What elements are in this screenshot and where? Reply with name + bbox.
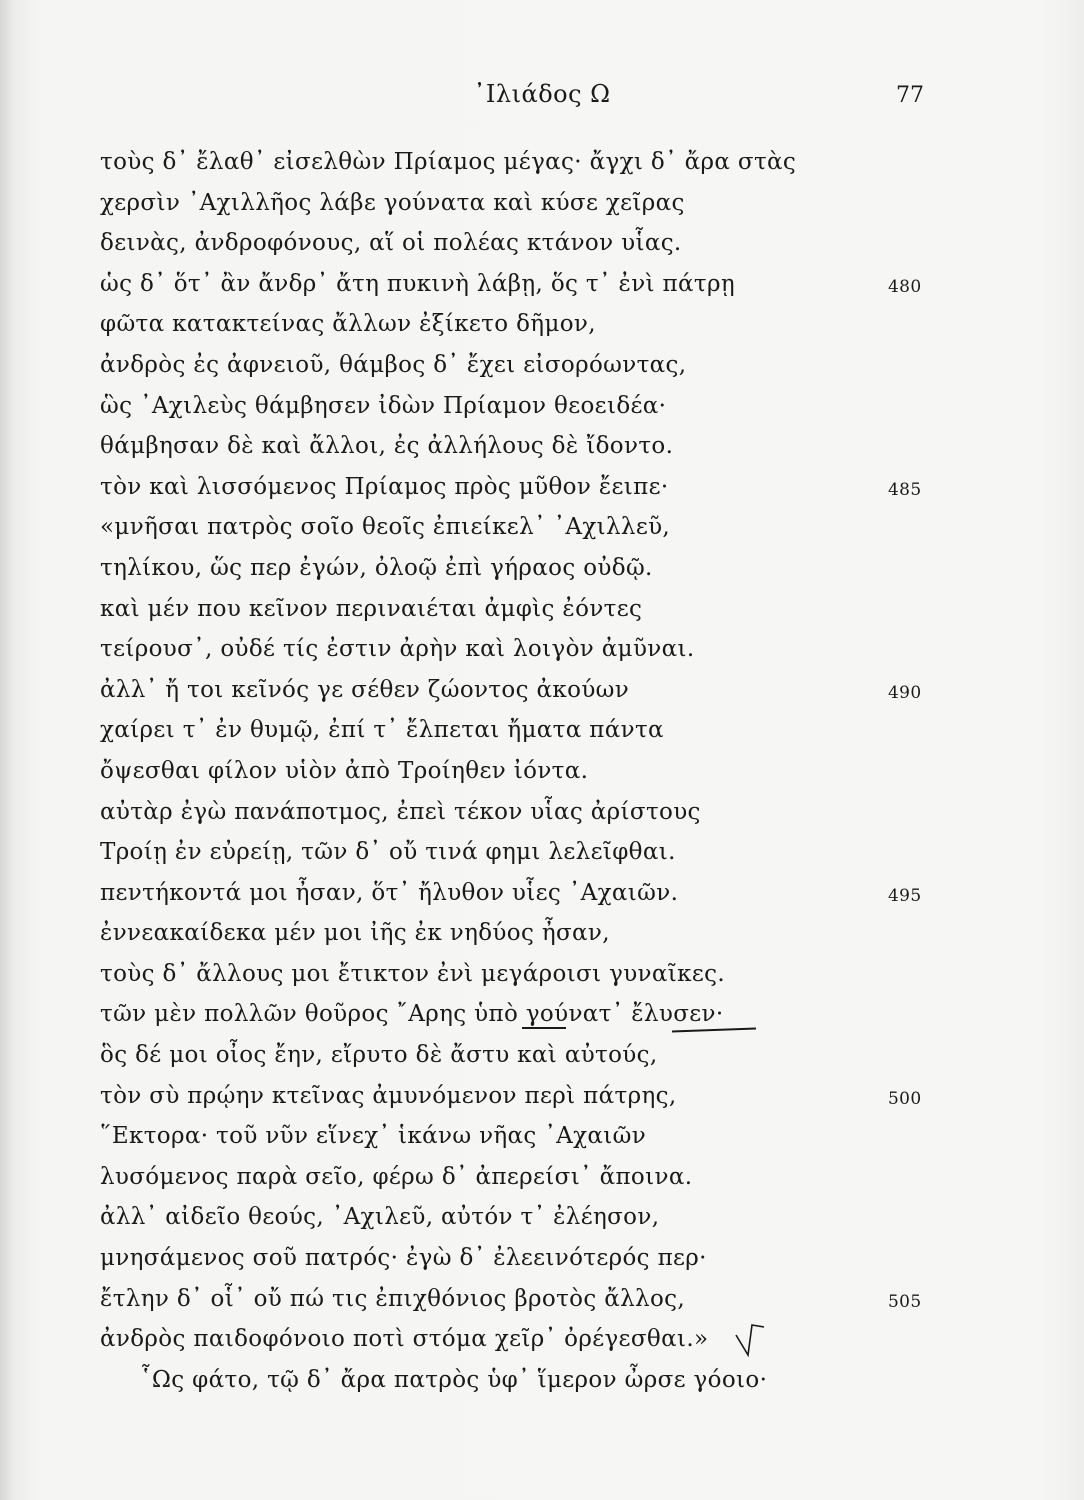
verse-text: τηλίκου, ὥς περ ἐγών, ὀλοῷ ἐπὶ γήραος οὐδῷ. [100, 554, 653, 581]
verse-line [100, 264, 940, 305]
line-number: 485 [888, 479, 922, 500]
verse-text: ἀλλ᾽ ἤ τοι κεῖνός γε σέθεν ζώοντος ἀκούων [100, 676, 630, 703]
line-number: 505 [888, 1291, 922, 1312]
verse-text: ἀλλ᾽ αἰδεῖο θεούς, ᾽Αχιλεῦ, αὐτόν τ᾽ ἐλέησον, [100, 1204, 660, 1231]
verse-line [100, 142, 940, 183]
verse-text: δεινὰς, ἀνδροφόνους, αἵ οἱ πολέας κτάνον υἷας. [100, 230, 682, 257]
verse-line [100, 1197, 940, 1238]
verse-line [100, 386, 940, 427]
verse-line [100, 304, 940, 345]
verse-text: λυσόμενος παρὰ σεῖο, φέρω δ᾽ ἀπερείσι᾽ ἄποινα. [100, 1163, 693, 1190]
verse-line [100, 1319, 940, 1360]
verse-text: ῟Ως φάτο, τῷ δ᾽ ἄρα πατρὸς ὑφ᾽ ἵμερον ὦρσε γόοιο· [140, 1366, 768, 1393]
line-number: 490 [888, 682, 922, 703]
verse-line [100, 1360, 940, 1401]
verse-text: ἐννεακαίδεκα μέν μοι ἰῆς ἐκ νηδύος ἦσαν, [100, 920, 610, 947]
verse-line [100, 751, 940, 792]
verse-text: ἀνδρὸς ἐς ἀφνειοῦ, θάμβος δ᾽ ἔχει εἰσορόωντας, [100, 351, 687, 378]
verse-text: ὄψεσθαι φίλον υἱὸν ἀπὸ Τροίηθεν ἰόντα. [100, 757, 589, 784]
verse-text: καὶ μέν που κεῖνον περιναιέται ἀμφὶς ἐόντες [100, 595, 643, 622]
verse-line [100, 994, 940, 1035]
verse-text: τὸν καὶ λισσόμενος Πρίαμος πρὸς μῦθον ἔειπε· [100, 473, 669, 500]
verse-text: τοὺς δ᾽ ἔλαθ᾽ εἰσελθὼν Πρίαμος μέγας· ἄγχι δ᾽ ἄρα στὰς [100, 149, 797, 175]
verse-text: μνησάμενος σοῦ πατρός· ἐγὼ δ᾽ ἐλεεινότερός περ· [100, 1245, 707, 1272]
verse-line [100, 589, 940, 630]
verse-text: χαίρει τ᾽ ἐν θυμῷ, ἐπί τ᾽ ἔλπεται ἤματα πάντα [100, 717, 664, 744]
verse-line [100, 1279, 940, 1320]
verse-line [100, 913, 940, 954]
verse-line [100, 548, 940, 589]
verse-line [100, 873, 940, 914]
verse-line [100, 1116, 940, 1157]
verse-line [100, 467, 940, 508]
verse-line [100, 1035, 940, 1076]
verse-line [100, 345, 940, 386]
verse-text: Τροίῃ ἐν εὐρείῃ, τῶν δ᾽ οὔ τινά φημι λελεῖφθαι. [100, 839, 676, 866]
verse-line [100, 1076, 940, 1117]
verse-text: ὡς δ᾽ ὅτ᾽ ἂν ἄνδρ᾽ ἄτη πυκινὴ λάβῃ, ὅς τ᾽ ἐνὶ πάτρῃ [100, 270, 735, 297]
pencil-check-icon [734, 1321, 764, 1357]
line-number: 480 [888, 276, 922, 297]
verse-line [100, 792, 940, 833]
verse-text: «μνῆσαι πατρὸς σοῖο θεοῖς ἐπιείκελ᾽ ᾽Αχιλλεῦ, [100, 514, 671, 541]
verse-line [100, 832, 940, 873]
verse-text: ὣς ᾽Αχιλεὺς θάμβησεν ἰδὼν Πρίαμον θεοειδέα· [100, 392, 667, 419]
pencil-underline-mark [522, 1027, 566, 1029]
verse-text: ῞Εκτορα· τοῦ νῦν εἵνεχ᾽ ἱκάνω νῆας ᾽Αχαιῶν [100, 1123, 647, 1150]
verse-line [100, 1157, 940, 1198]
verse-line [100, 710, 940, 751]
verse-line [100, 629, 940, 670]
verse-text: ἔτλην δ᾽ οἷ᾽ οὔ πώ τις ἐπιχθόνιος βροτὸς ἄλλος, [100, 1285, 686, 1312]
verse-line [100, 426, 940, 467]
verse-text: τὸν σὺ πρῴην κτεῖνας ἀμυνόμενον περὶ πάτρης, [100, 1082, 677, 1109]
verse-line [100, 670, 940, 711]
verse-line [100, 183, 940, 224]
verse-line [100, 954, 940, 995]
verse-text: τῶν μὲν πολλῶν θοῦρος ῎Αρης ὑπὸ γούνατ᾽ ἔλυσεν· [100, 1001, 724, 1028]
line-number: 500 [888, 1088, 922, 1109]
verse-text: ἀνδρὸς παιδοφόνοιο ποτὶ στόμα χεῖρ᾽ ὀρέγεσθαι.» [100, 1326, 709, 1353]
verse-text-block [100, 142, 940, 1400]
verse-line [100, 1238, 940, 1279]
verse-line [100, 223, 940, 264]
running-title: ᾽Ιλιάδος Ω [473, 80, 611, 108]
verse-text: θάμβησαν δὲ καὶ ἄλλοι, ἐς ἀλλήλους δὲ ἴδοντο. [100, 433, 674, 460]
pencil-underline-mark [672, 1028, 756, 1033]
verse-line [100, 507, 940, 548]
verse-text: τοὺς δ᾽ ἄλλους μοι ἔτικτον ἐνὶ μεγάροισι γυναῖκες. [100, 960, 726, 987]
line-number: 495 [888, 885, 922, 906]
verse-text: χερσὶν ᾽Αχιλλῆος λάβε γούνατα καὶ κύσε χεῖρας [100, 189, 685, 216]
verse-text: ὃς δέ μοι οἶος ἔην, εἴρυτο δὲ ἄστυ καὶ αὐτούς, [100, 1042, 658, 1069]
verse-text: αὐτὰρ ἐγὼ πανάποτμος, ἐπεὶ τέκον υἷας ἀρίστους [100, 798, 701, 825]
page-number: 77 [896, 83, 924, 108]
verse-text: τείρουσ᾽, οὐδέ τίς ἐστιν ἀρὴν καὶ λοιγὸν ἀμῦναι. [100, 636, 695, 663]
verse-text: φῶτα κατακτείνας ἄλλων ἐξίκετο δῆμον, [100, 311, 596, 338]
verse-text: πεντήκοντά μοι ἦσαν, ὅτ᾽ ἤλυθον υἷες ᾽Αχαιῶν. [100, 879, 679, 906]
